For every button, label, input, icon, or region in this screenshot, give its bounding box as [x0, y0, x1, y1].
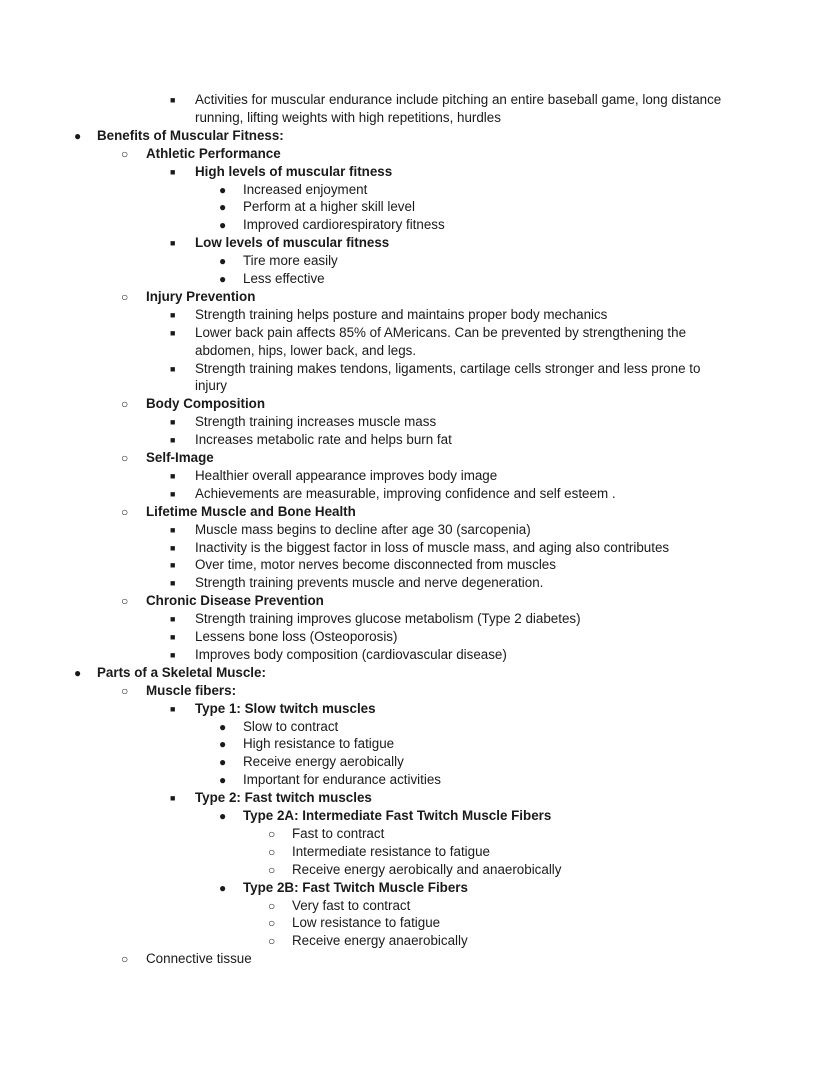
list-item-text: Receive energy aerobically — [243, 754, 404, 770]
list-item — [0, 91, 828, 109]
list-item-text: Improved cardiorespiratory fitness — [243, 217, 445, 233]
list-item-text: Increased enjoyment — [243, 181, 368, 197]
list-item — [0, 270, 828, 288]
bullet-marker: ■ — [170, 560, 176, 571]
list-item — [0, 556, 828, 574]
list-item-text: Lower back pain affects 85% of AMericans. Can be prevented by strengthening the — [195, 324, 687, 340]
bullet-marker: ■ — [170, 542, 176, 553]
list-heading: Muscle fibers: — [146, 682, 237, 698]
list-item-text: Very fast to contract — [292, 897, 411, 913]
list-heading: High levels of muscular fitness — [195, 163, 393, 179]
list-item — [0, 413, 828, 431]
list-heading: Type 2: Fast twitch muscles — [195, 790, 372, 806]
bullet-marker: ■ — [170, 524, 176, 535]
list-heading: Parts of a Skeletal Muscle: — [97, 664, 266, 680]
list-item — [0, 610, 828, 628]
list-item — [0, 503, 828, 521]
bullet-marker: ■ — [170, 363, 176, 374]
bullet-marker: ■ — [170, 238, 176, 249]
bullet-marker: ● — [219, 272, 227, 286]
list-item — [0, 592, 828, 610]
bullet-marker: ● — [219, 755, 227, 770]
list-item — [0, 950, 828, 968]
list-item-text: Over time, motor nerves become disconnected from muscles — [195, 557, 556, 573]
list-item — [0, 879, 828, 897]
list-heading: Self-Image — [146, 450, 214, 465]
list-item-text: Receive energy anaerobically — [292, 933, 468, 949]
list-item-text: running, lifting weights with high repetitions, hurdles — [195, 109, 501, 125]
list-item — [0, 306, 828, 324]
list-item — [0, 932, 828, 950]
list-item — [0, 807, 828, 825]
list-item — [0, 521, 828, 539]
list-item — [0, 145, 828, 163]
list-item-text: injury — [195, 378, 227, 394]
list-item — [0, 753, 828, 771]
list-item — [0, 897, 828, 915]
list-item — [0, 109, 828, 127]
bullet-marker: ○ — [121, 289, 129, 304]
bullet-marker: ○ — [121, 504, 129, 519]
bullet-marker: ○ — [121, 397, 129, 412]
bullet-marker: ○ — [268, 898, 276, 913]
list-item — [0, 431, 828, 449]
bullet-marker: ■ — [170, 632, 176, 642]
bullet-marker: ○ — [268, 844, 276, 859]
bullet-marker: ○ — [268, 916, 276, 931]
list-item-text: Healthier overall appearance improves body image — [195, 467, 498, 483]
list-item-text: Less effective — [243, 271, 325, 286]
list-heading: Benefits of Muscular Fitness: — [97, 127, 284, 143]
bullet-marker: ■ — [170, 614, 176, 625]
list-item-text: Strength training prevents muscle and nerve degeneration. — [195, 575, 544, 591]
list-heading: Body Composition — [146, 396, 266, 412]
list-item-text: Connective tissue — [146, 951, 252, 967]
list-item-text: Slow to contract — [243, 718, 339, 734]
bullet-marker: ■ — [170, 417, 176, 428]
bullet-marker: ■ — [170, 327, 176, 338]
list-item — [0, 288, 828, 306]
list-item — [0, 377, 828, 395]
list-item — [0, 360, 828, 378]
list-item — [0, 234, 828, 252]
list-item — [0, 718, 828, 736]
list-item-text: High resistance to fatigue — [243, 736, 395, 752]
list-item — [0, 843, 828, 861]
bullet-marker: ■ — [170, 703, 176, 714]
list-item — [0, 789, 828, 807]
list-item-text: Intermediate resistance to fatigue — [292, 843, 490, 859]
list-heading: Low levels of muscular fitness — [195, 235, 390, 251]
list-item-text: abdomen, hips, lower back, and legs. — [195, 342, 417, 358]
bullet-marker: ■ — [170, 488, 176, 499]
bullet-marker: ○ — [121, 683, 129, 698]
list-item — [0, 682, 828, 700]
list-item — [0, 771, 828, 789]
list-heading: Type 1: Slow twitch muscles — [195, 700, 376, 716]
list-item — [0, 467, 828, 485]
list-item-text: Muscle mass begins to decline after age 30 (sarcopenia) — [195, 521, 531, 537]
list-item-text: Lessens bone loss (Osteoporosis) — [195, 629, 398, 644]
list-item — [0, 449, 828, 467]
list-item — [0, 181, 828, 199]
list-heading: Injury Prevention — [146, 288, 256, 304]
bullet-marker: ■ — [170, 649, 176, 660]
bullet-marker: ● — [219, 737, 227, 752]
bullet-marker: ● — [219, 218, 227, 233]
bullet-marker: ■ — [170, 793, 176, 804]
list-item — [0, 342, 828, 360]
list-item — [0, 664, 828, 682]
bullet-marker: ○ — [121, 594, 129, 609]
list-item — [0, 574, 828, 592]
list-item — [0, 216, 828, 234]
bullet-marker: ● — [74, 128, 82, 143]
bullet-marker: ■ — [170, 309, 176, 320]
bullet-marker: ■ — [170, 578, 176, 589]
list-item — [0, 163, 828, 181]
bullet-marker: ● — [219, 200, 227, 215]
list-item-text: Strength training increases muscle mass — [195, 414, 437, 430]
bullet-marker: ● — [219, 809, 227, 823]
bullet-marker: ● — [219, 880, 227, 895]
bullet-marker: ■ — [170, 166, 176, 177]
bullet-marker: ○ — [268, 934, 276, 949]
list-item — [0, 198, 828, 216]
list-heading: Type 2A: Intermediate Fast Twitch Muscle Fibers — [243, 808, 552, 823]
list-heading: Athletic Performance — [146, 145, 281, 161]
list-item-text: Activities for muscular endurance include pitching an entire baseball game, long distance — [195, 92, 722, 107]
list-item-text: Strength training improves glucose metabolism (Type 2 diabetes) — [195, 611, 581, 627]
bullet-marker: ● — [219, 773, 227, 788]
list-item-text: Important for endurance activities — [243, 772, 441, 788]
list-item — [0, 735, 828, 753]
bullet-marker: ■ — [170, 470, 176, 481]
list-item — [0, 127, 828, 145]
list-item — [0, 252, 828, 270]
bullet-marker: ○ — [121, 952, 129, 967]
list-item — [0, 485, 828, 503]
bullet-marker: ○ — [268, 862, 276, 877]
list-item — [0, 539, 828, 557]
list-item — [0, 700, 828, 718]
bullet-marker: ● — [219, 719, 227, 734]
list-item-text: Strength training helps posture and maintains proper body mechanics — [195, 306, 608, 322]
list-item — [0, 324, 828, 342]
bullet-marker: ■ — [170, 95, 176, 105]
list-item — [0, 825, 828, 843]
list-item-text: Tire more easily — [243, 253, 338, 269]
list-item-text: Increases metabolic rate and helps burn fat — [195, 432, 452, 448]
list-item — [0, 395, 828, 413]
bullet-marker: ○ — [121, 451, 129, 465]
list-item-text: Perform at a higher skill level — [243, 199, 415, 215]
bullet-marker: ○ — [268, 826, 276, 841]
list-item-text: Achievements are measurable, improving confidence and self esteem . — [195, 485, 616, 501]
list-heading: Lifetime Muscle and Bone Health — [146, 503, 356, 519]
list-item-text: Inactivity is the biggest factor in loss of muscle mass, and aging also contributes — [195, 539, 670, 555]
bullet-marker: ■ — [170, 435, 176, 446]
list-item-text: Receive energy aerobically and anaerobically — [292, 861, 562, 877]
list-item-text: Strength training makes tendons, ligaments, cartilage cells stronger and less prone to — [195, 360, 701, 376]
list-item-text: Improves body composition (cardiovascular disease) — [195, 646, 507, 662]
list-item — [0, 914, 828, 932]
bullet-marker: ● — [74, 665, 82, 680]
list-heading: Chronic Disease Prevention — [146, 593, 324, 609]
bullet-marker: ● — [219, 254, 227, 269]
list-item — [0, 646, 828, 664]
list-item — [0, 628, 828, 646]
bullet-marker: ○ — [121, 146, 129, 161]
list-item-text: Low resistance to fatigue — [292, 915, 441, 931]
bullet-marker: ● — [219, 182, 227, 197]
list-item — [0, 861, 828, 879]
list-item-text: Fast to contract — [292, 825, 385, 841]
list-heading: Type 2B: Fast Twitch Muscle Fibers — [243, 879, 468, 895]
